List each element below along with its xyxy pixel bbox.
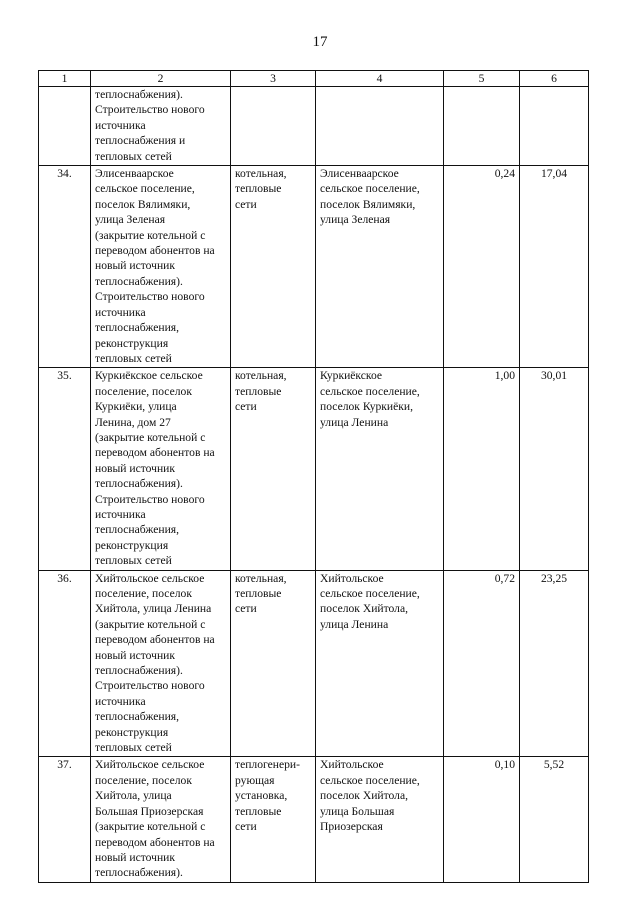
table-row <box>39 368 589 570</box>
cost-cell: 30,01 <box>520 368 589 570</box>
project-cell: Хийтольское сельское поселение, поселок Хийтола, улица Ленина (закрытие котельной с переводом абонентов на новый источник теплоснабжения). Строительство нового источника теплоснабжения, реконструкция тепловых сетей <box>91 570 231 757</box>
header-cell: 5 <box>444 71 520 87</box>
header-cell: 4 <box>316 71 444 87</box>
row-number: 34. <box>39 166 91 368</box>
location-cell: Хийтольское сельское поселение, поселок Хийтола, улица Ленина <box>316 570 444 757</box>
object-cell: котельная, тепловые сети <box>231 166 316 368</box>
header-cell: 3 <box>231 71 316 87</box>
table-row <box>39 87 589 166</box>
project-cell: Куркиёкское сельское поселение, поселок Куркиёки, улица Ленина, дом 27 (закрытие котельной с переводом абонентов на новый источник теплоснабжения). Строительство нового источника теплоснабжения, реконструкция тепловых сетей <box>91 368 231 570</box>
cost-cell: 5,52 <box>520 757 589 882</box>
location-cell: Куркиёкское сельское поселение, поселок Куркиёки, улица Ленина <box>316 368 444 570</box>
capacity-cell: 0,72 <box>444 570 520 757</box>
row-number: 35. <box>39 368 91 570</box>
location-cell: Хийтольское сельское поселение, поселок Хийтола, улица Большая Приозерская <box>316 757 444 882</box>
table-header-row <box>39 71 589 87</box>
cost-cell: 17,04 <box>520 166 589 368</box>
table-row <box>39 166 589 368</box>
capacity-cell: 0,24 <box>444 166 520 368</box>
project-cell: Элисенваарское сельское поселение, поселок Вялимяки, улица Зеленая (закрытие котельной с переводом абонентов на новый источник теплоснабжения). Строительство нового источника теплоснабжения, реконструкция тепловых сетей <box>91 166 231 368</box>
header-cell: 6 <box>520 71 589 87</box>
project-cell: теплоснабжения). Строительство нового источника теплоснабжения и тепловых сетей <box>91 87 231 166</box>
projects-table <box>38 70 589 883</box>
capacity-cell <box>444 87 520 166</box>
capacity-cell: 1,00 <box>444 368 520 570</box>
location-cell <box>316 87 444 166</box>
capacity-cell: 0,10 <box>444 757 520 882</box>
header-cell: 2 <box>91 71 231 87</box>
table-row <box>39 570 589 757</box>
header-cell: 1 <box>39 71 91 87</box>
row-number: 37. <box>39 757 91 882</box>
cost-cell <box>520 87 589 166</box>
object-cell: теплогенери- рующая установка, тепловые сети <box>231 757 316 882</box>
location-cell: Элисенваарское сельское поселение, поселок Вялимяки, улица Зеленая <box>316 166 444 368</box>
row-number: 36. <box>39 570 91 757</box>
page-number: 17 <box>312 34 328 50</box>
object-cell: котельная, тепловые сети <box>231 368 316 570</box>
row-number <box>39 87 91 166</box>
table-row <box>39 757 589 882</box>
object-cell: котельная, тепловые сети <box>231 570 316 757</box>
cost-cell: 23,25 <box>520 570 589 757</box>
project-cell: Хийтольское сельское поселение, поселок Хийтола, улица Большая Приозерская (закрытие котельной с переводом абонентов на новый источник теплоснабжения). <box>91 757 231 882</box>
object-cell <box>231 87 316 166</box>
